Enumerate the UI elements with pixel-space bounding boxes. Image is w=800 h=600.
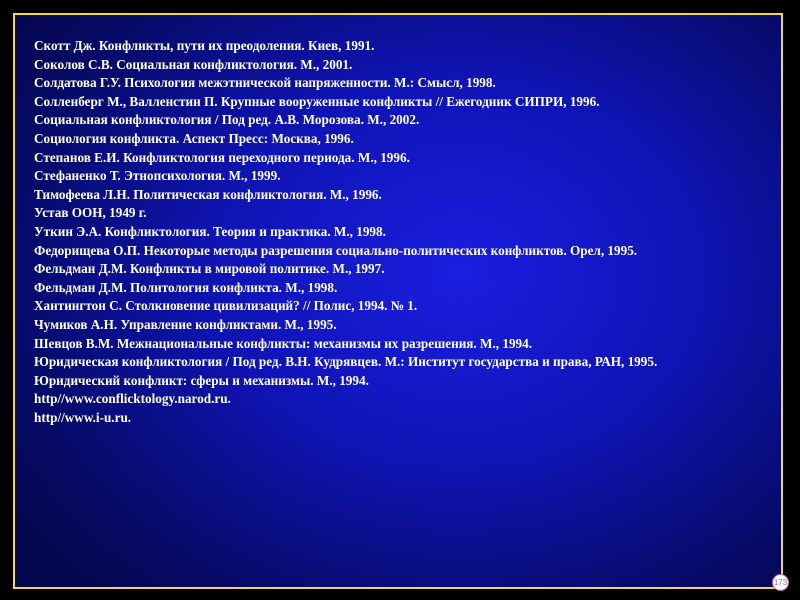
- reference-item: Шевцов В.М. Межнациональные конфликты: механизмы их разрешения. М., 1994.: [34, 335, 533, 351]
- reference-item: Фельдман Д.М. Политология конфликта. М., 1998.: [34, 279, 338, 295]
- reference-link[interactable]: http//www.conflicktology.narod.ru.: [34, 391, 231, 407]
- reference-item: Стефаненко Т. Этнопсихология. М., 1999.: [34, 168, 281, 184]
- reference-item: Фельдман Д.М. Конфликты в мировой политике. М., 1997.: [34, 261, 385, 277]
- reference-item: Хантингтон С. Столкновение цивилизаций? // Полис, 1994. № 1.: [34, 298, 418, 314]
- reference-link[interactable]: http//www.i-u.ru.: [34, 409, 132, 425]
- reference-item: Соколов С.В. Социальная конфликтология. М., 2001.: [34, 56, 353, 72]
- reference-item: Солдатова Г.У. Психология межэтнической напряженности. М.: Смысл, 1998.: [34, 75, 496, 91]
- reference-item: Солленберг М., Валленстин П. Крупные вооруженные конфликты // Ежегодник СИПРИ, 1996.: [34, 93, 600, 109]
- reference-item: Социальная конфликтология / Под ред. А.В. Морозова. М., 2002.: [34, 112, 420, 128]
- reference-list: [34, 37, 774, 427]
- reference-item: Федорищева О.П. Некоторые методы разрешения социально-политических конфликтов. Орел, 1995.: [34, 242, 638, 258]
- reference-item: Скотт Дж. Конфликты, пути их преодоления. Киев, 1991.: [34, 38, 375, 53]
- reference-item: Устав ООН, 1949 г.: [34, 205, 147, 221]
- reference-item: Степанов Е.И. Конфликтология переходного периода. М., 1996.: [34, 149, 410, 165]
- page-number-badge: 173: [772, 574, 789, 591]
- reference-item: Чумиков А.Н. Управление конфликтами. М., 1995.: [34, 316, 337, 332]
- reference-item: Юридический конфликт: сферы и механизмы. М., 1994.: [34, 372, 369, 388]
- reference-item: Тимофеева Л.Н. Политическая конфликтология. М., 1996.: [34, 186, 382, 202]
- reference-item: Юридическая конфликтология / Под ред. В.Н. Кудрявцев. М.: Институт государства и права, РАН, 1995.: [34, 354, 658, 370]
- reference-item: Уткин Э.А. Конфликтология. Теория и практика. М., 1998.: [34, 223, 386, 239]
- reference-item: Социология конфликта. Аспект Пресс: Москва, 1996.: [34, 130, 354, 146]
